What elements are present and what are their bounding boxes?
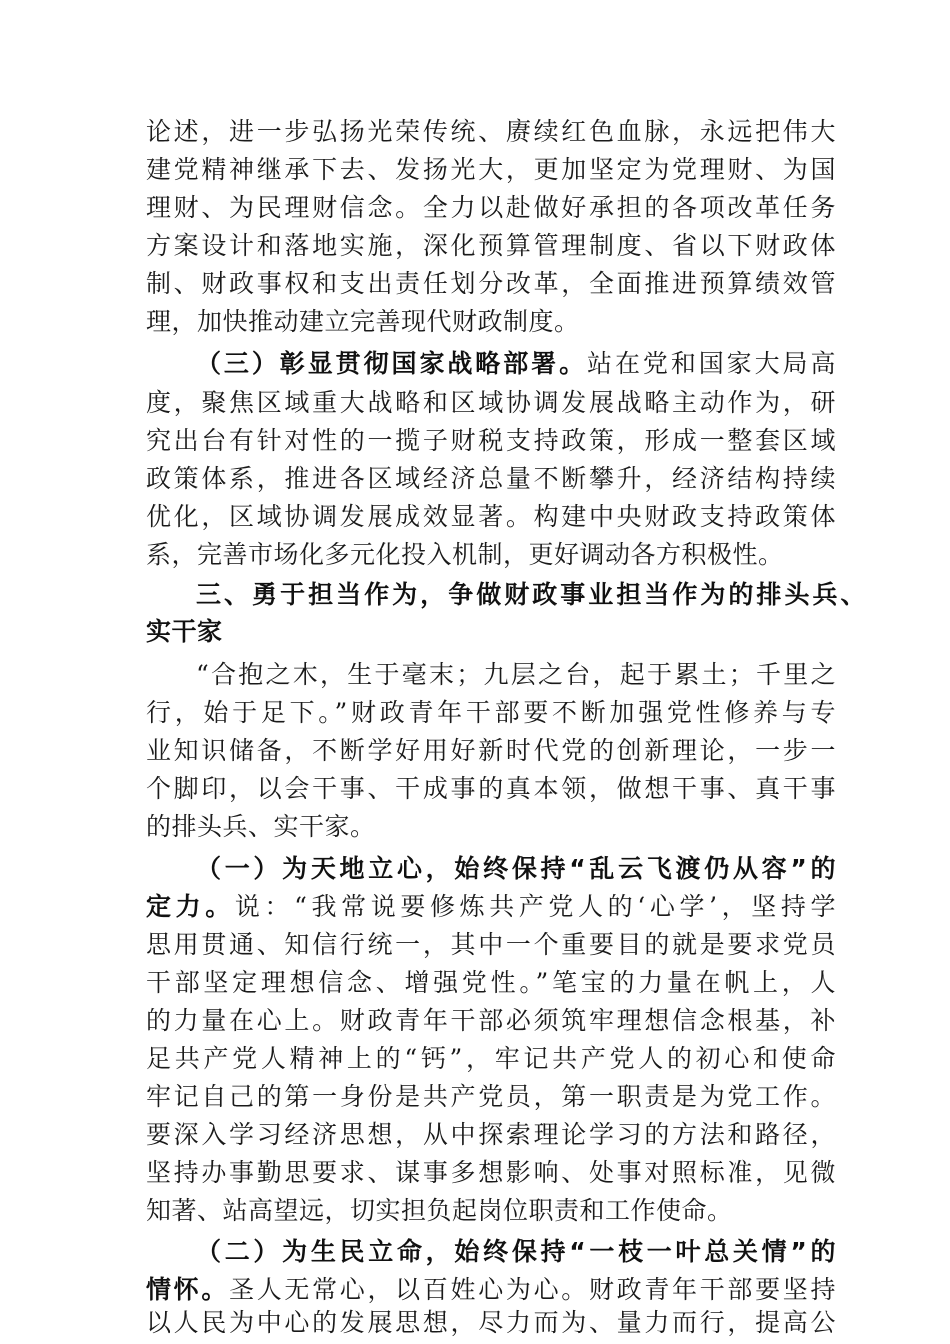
- text-line: 政策体系，推进各区域经济总量不断攀升，经济结构持续: [146, 464, 836, 493]
- subheading-line: [196, 1232, 836, 1272]
- text-line: 个脚印，以会干事、干成事的真本领，做想干事、真干事: [146, 774, 836, 803]
- text-line: 优化，区域协调发展成效显著。构建中央财政支持政策体: [146, 502, 836, 531]
- text-line: 理，加快推动建立完善现代财政制度。: [146, 307, 580, 336]
- text-line: 干部坚定理想信念、增强党性。”笔宝的力量在帆上，人: [146, 968, 836, 997]
- text-line: 牢记自己的第一身份是共产党员，第一职责是为党工作。: [146, 1082, 836, 1111]
- text-line: 思用贯通、知信行统一，其中一个重要目的就是要求党员: [146, 930, 836, 959]
- text-line: 行，始于足下。”财政青年干部要不断加强党性修养与专: [146, 698, 836, 727]
- text-line: 度，聚焦区域重大战略和区域协调发展战略主动作为，研: [146, 388, 836, 417]
- text-line: 方案设计和落地实施，深化预算管理制度、省以下财政体: [146, 231, 836, 260]
- text-line: 定力。说：“我常说要修炼共产党人的‘心学’，坚持学: [146, 892, 836, 921]
- subheading-line: （三）彰显贯彻国家战略部署。站在党和国家大局高: [196, 349, 836, 378]
- text-line: 坚持办事勤思要求、谋事多想影响、处事对照标准，见微: [146, 1158, 836, 1187]
- section-heading-line: [196, 575, 866, 615]
- text-line: 情怀。圣人无常心，以百姓心为心。财政青年干部要坚持: [146, 1275, 836, 1304]
- text-line: 论述，进一步弘扬光荣传统、赓续红色血脉，永远把伟大: [146, 117, 836, 146]
- subheading-text: （三）彰显贯彻国家战略部署。: [196, 349, 588, 378]
- section-heading-line: 实干家: [146, 617, 223, 646]
- subheading-text: （一）为天地立心，始终保持“乱云飞渡仍从容”的: [196, 854, 836, 883]
- text-line: 建党精神继承下去、发扬光大，更加坚定为党理财、为国: [146, 155, 836, 184]
- text-line: 的力量在心上。财政青年干部必须筑牢理想信念根基，补: [146, 1006, 836, 1035]
- text-line: 要深入学习经济思想，从中探索理论学习的方法和路径，: [146, 1120, 836, 1149]
- text-line: 究出台有针对性的一揽子财税支持政策，形成一整套区域: [146, 426, 836, 455]
- section-heading: 三、勇于担当作为，争做财政事业担当作为的排头兵、: [196, 580, 866, 609]
- text-line: 足共产党人精神上的“钙”，牢记共产党人的初心和使命: [146, 1044, 836, 1073]
- text-line: 理财、为民理财信念。全力以赴做好承担的各项改革任务: [146, 193, 836, 222]
- text-line: 知著、站高望远，切实担负起岗位职责和工作使命。: [146, 1196, 733, 1225]
- text-line: 系，完善市场化多元化投入机制，更好调动各方积极性。: [146, 540, 784, 569]
- text-line: 业知识储备，不断学好用好新时代党的创新理论，一步一: [146, 736, 836, 765]
- text-line: 制、财政事权和支出责任划分改革，全面推进预算绩效管: [146, 269, 836, 298]
- text-line: “合抱之木，生于毫末；九层之台，起于累土；千里之: [196, 660, 836, 689]
- text-line: 的排头兵、实干家。: [146, 812, 376, 841]
- subheading-line: [196, 849, 836, 889]
- text-line: 以人民为中心的发展思想，尽力而为、量力而行，提高公: [146, 1308, 836, 1337]
- subheading-text: （二）为生民立命，始终保持“一枝一叶总关情”的: [196, 1237, 836, 1266]
